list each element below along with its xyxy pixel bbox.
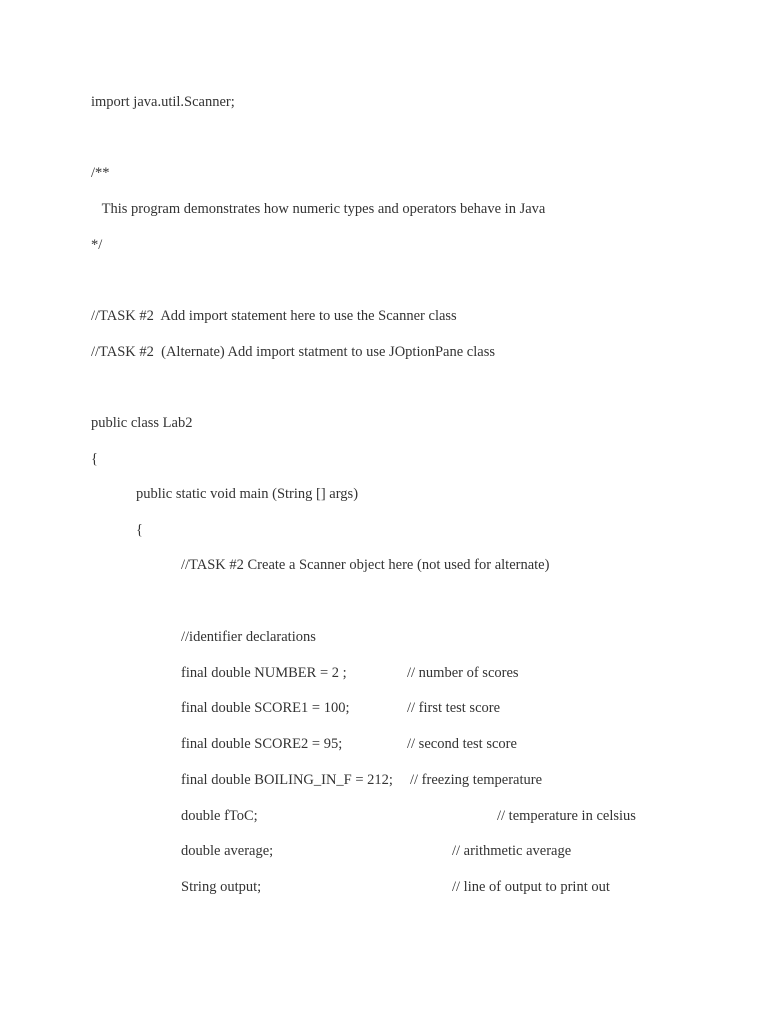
import-line: import java.util.Scanner; (91, 94, 235, 110)
boiling-comment: // freezing temperature (410, 772, 543, 788)
number-comment: // number of scores (407, 665, 519, 681)
ftoc-comment: // temperature in celsius (497, 808, 636, 824)
score2-declaration: final double SCORE2 = 95; (181, 736, 343, 752)
output-declaration: String output; (181, 879, 262, 895)
doc-comment-body: This program demonstrates how numeric types and operators behave in Java (91, 201, 546, 217)
doc-comment-open: /** (91, 165, 110, 181)
output-comment: // line of output to print out (452, 879, 610, 895)
average-declaration: double average; (181, 843, 274, 859)
score2-comment: // second test score (407, 736, 517, 752)
number-declaration: final double NUMBER = 2 ; (181, 665, 347, 681)
score1-declaration: final double SCORE1 = 100; (181, 700, 350, 716)
task2-alternate-import-comment: //TASK #2 (Alternate) Add import statment to use JOptionPane class (91, 344, 495, 360)
main-method-declaration: public static void main (String [] args) (136, 486, 359, 502)
task2-scanner-comment: //TASK #2 Create a Scanner object here (not used for alternate) (181, 557, 550, 573)
class-declaration: public class Lab2 (91, 415, 193, 431)
boiling-declaration: final double BOILING_IN_F = 212; (181, 772, 393, 788)
main-open-brace: { (136, 522, 143, 538)
identifier-declarations-comment: //identifier declarations (181, 629, 316, 645)
average-comment: // arithmetic average (452, 843, 572, 859)
task2-import-comment: //TASK #2 Add import statement here to use the Scanner class (91, 308, 457, 324)
ftoc-declaration: double fToC; (181, 808, 258, 824)
class-open-brace: { (91, 451, 98, 467)
score1-comment: // first test score (407, 700, 501, 716)
doc-comment-close: */ (91, 237, 103, 253)
